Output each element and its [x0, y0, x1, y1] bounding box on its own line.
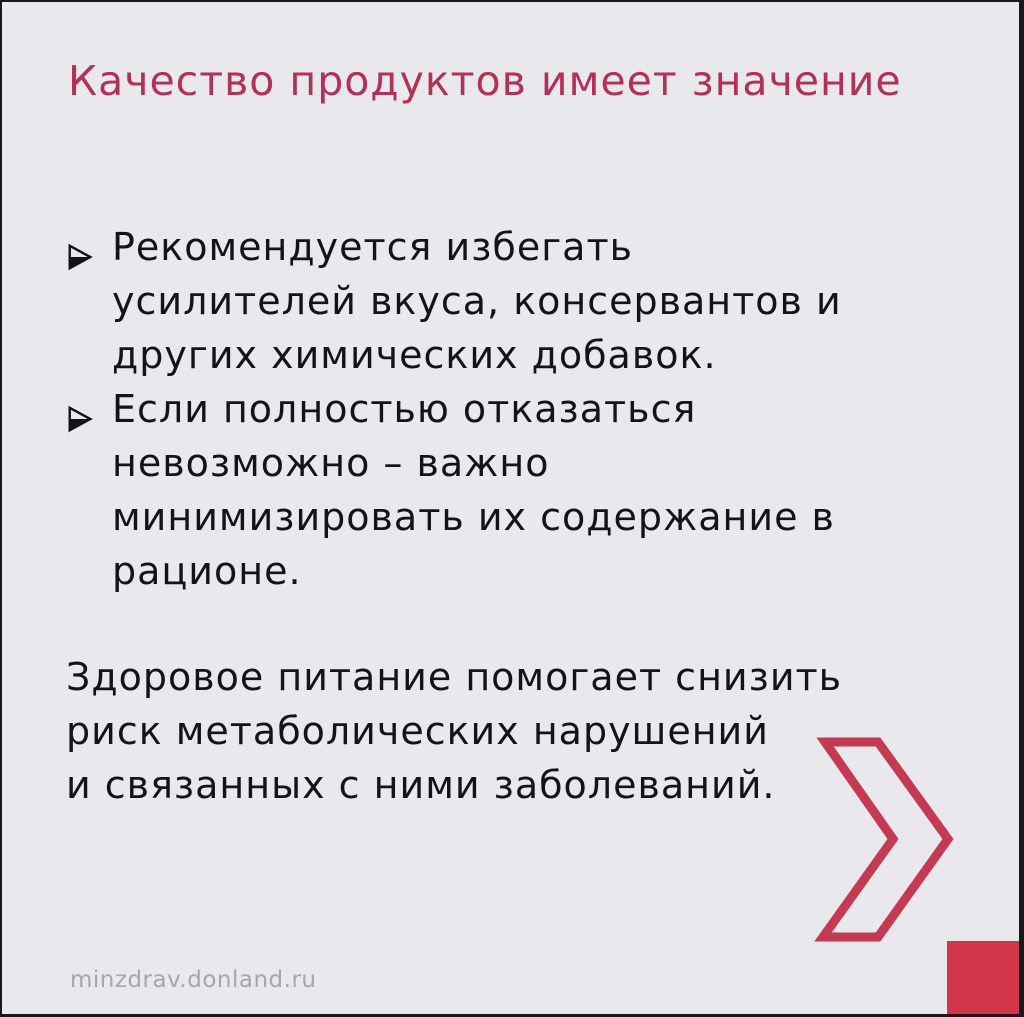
bullet-line: невозможно – важно [112, 441, 550, 485]
bullet-item [66, 382, 946, 598]
bullet-line: Если полностью отказаться [112, 387, 697, 431]
closing-paragraph [66, 650, 966, 812]
corner-square [947, 941, 1019, 1014]
paragraph-line: и связанных с ними заболеваний. [66, 763, 776, 807]
bullet-arrow-icon [66, 232, 94, 262]
slide-page [2, 2, 1019, 1014]
bullet-list [66, 220, 946, 598]
bullet-arrow-icon [66, 394, 94, 424]
slide-title: Качество продуктов имеет значение [68, 57, 902, 105]
paragraph-line: Здоровое питание помогает снизить [66, 655, 843, 699]
bullet-line: рационе. [112, 549, 302, 593]
bullet-line: других химических добавок. [112, 333, 717, 377]
bullet-line: усилителей вкуса, консервантов и [112, 279, 842, 323]
bullet-item [66, 220, 946, 382]
source-watermark: minzdrav.donland.ru [70, 967, 317, 993]
paragraph-line: риск метаболических нарушений [66, 709, 769, 753]
bullet-line: Рекомендуется избегать [112, 225, 633, 269]
bullet-line: минимизировать их содержание в [112, 495, 835, 539]
